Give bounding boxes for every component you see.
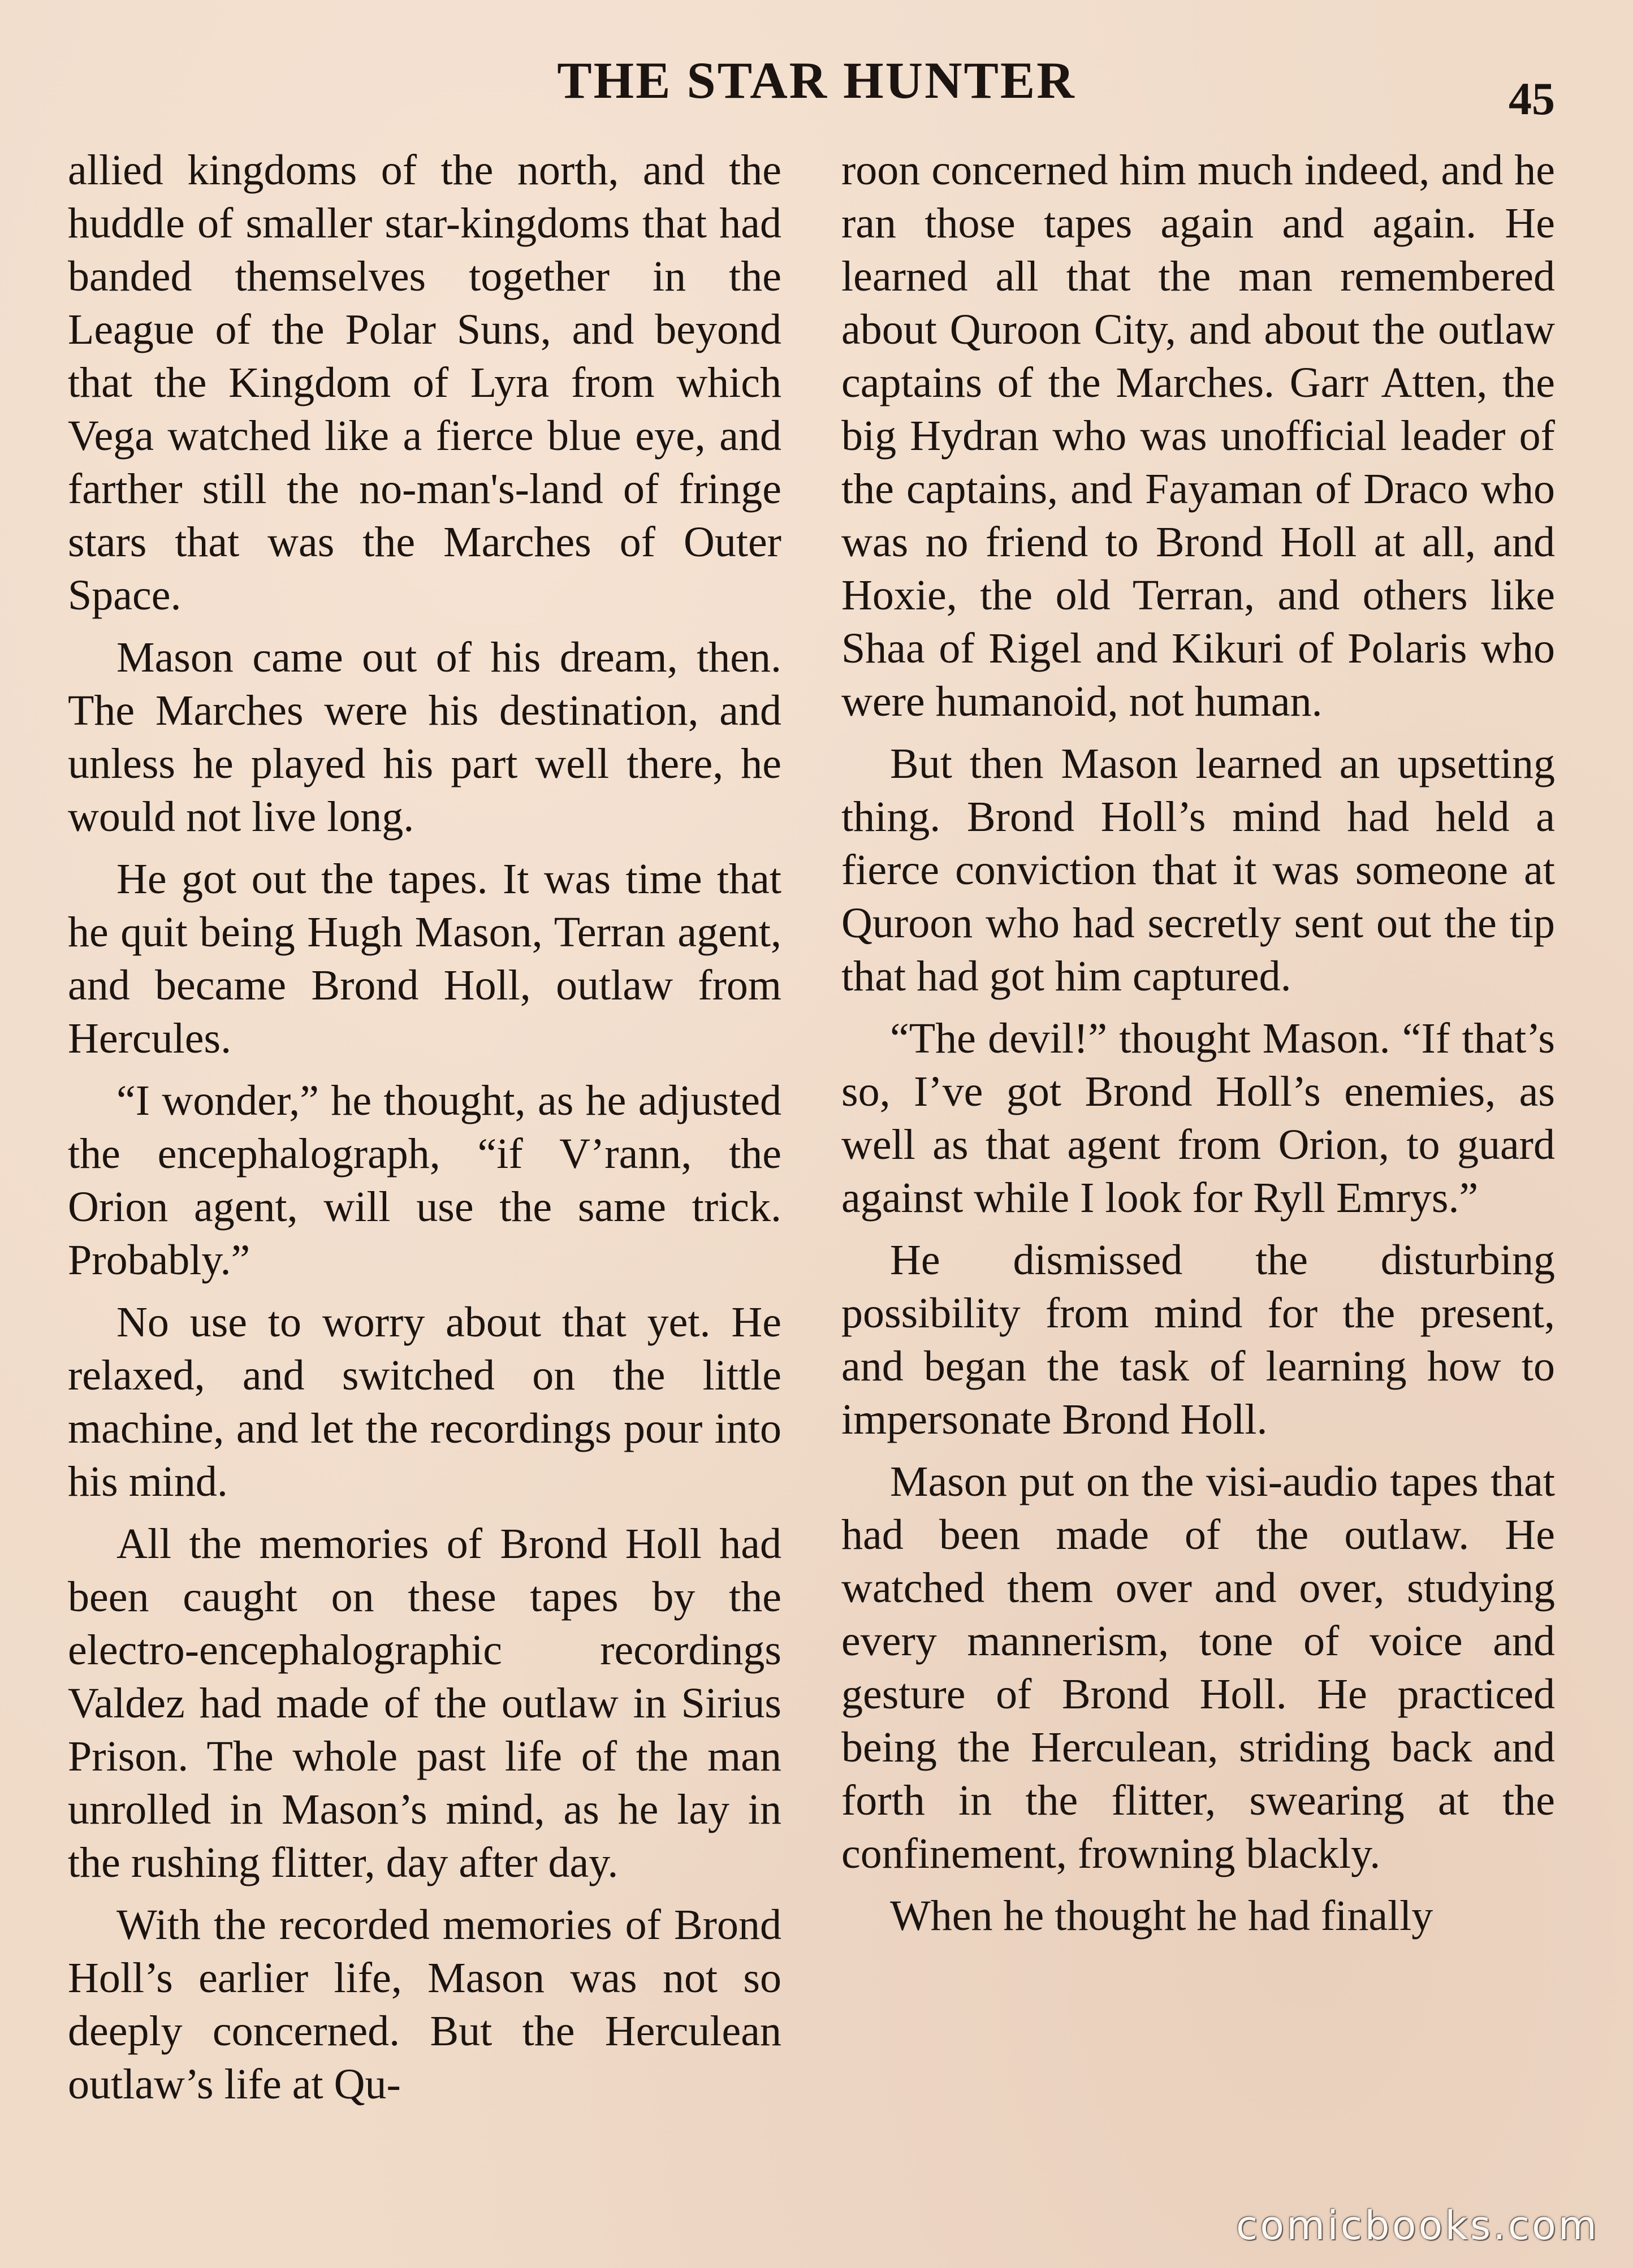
right-column <box>841 144 1555 1951</box>
left-column <box>68 144 781 2120</box>
page-number: 45 <box>1509 73 1555 124</box>
paragraph: Mason came out of his dream, then. The Marches were his destination, and unless he played his part well there, he would not live long. <box>68 634 781 841</box>
paragraph: “The devil!” thought Mason. “If that’s so, I’ve got Brond Holl’s enemies, as well as that agent from Orion, to guard against while I look for Ryll Emrys.” <box>841 1015 1555 1222</box>
paragraph: No use to worry about that yet. He relaxed, and switched on the little machine, and let the recordings pour into his mind. <box>68 1299 781 1505</box>
paragraph: roon concerned him much indeed, and he ran those tapes again and again. He learned all that the man remembered about Quroon City, and about the outlaw captains of the Marches. Garr Atten, the big Hydran who was unofficial leader of the captains, and Fayaman of Draco who was no friend to Brond Holl at all, and Hoxie, the old Terran, and others like Shaa of Rigel and Kikuri of Polaris who were humanoid, not human. <box>841 146 1555 725</box>
running-title: THE STAR HUNTER <box>557 51 1076 109</box>
paragraph: allied kingdoms of the north, and the huddle of smaller star-kingdoms that had banded themselves together in the League of the Polar Suns, and beyond that the Kingdom of Lyra from which Vega watched like a fierce blue eye, and farther still the no-man's-land of fringe stars that was the Marches of Outer Space. <box>68 146 781 619</box>
paragraph: When he thought he had finally <box>890 1892 1433 1940</box>
watermark: comicbooks.com <box>1235 2202 1599 2249</box>
paragraph: He dismissed the disturbing possibility from mind for the present, and began the task of learning how to impersonate Brond Holl. <box>841 1236 1555 1443</box>
paragraph: All the memories of Brond Holl had been caught on these tapes by the electro-encephalographic recordings Valdez had made of the outlaw in Sirius Prison. The whole past life of the man unrolled in Mason’s mind, as he lay in the rushing flitter, day after day. <box>68 1520 781 1886</box>
paragraph: With the recorded memories of Brond Holl’s earlier life, Mason was not so deeply concerned. But the Herculean outlaw’s life at Qu- <box>68 1901 781 2108</box>
paragraph: He got out the tapes. It was time that he quit being Hugh Mason, Terran agent, and became Brond Holl, outlaw from Hercules. <box>68 855 781 1062</box>
paragraph: Mason put on the visi-audio tapes that had been made of the outlaw. He watched them over and over, studying every mannerism, tone of voice and gesture of Brond Holl. He practiced being the Herculean, striding back and forth in the flitter, swearing at the confinement, frowning blackly. <box>841 1458 1555 1877</box>
paragraph: But then Mason learned an upsetting thing. Brond Holl’s mind had held a fierce conviction that it was someone at Quroon who had secretly sent out the tip that had got him captured. <box>841 740 1555 1000</box>
paragraph: “I wonder,” he thought, as he adjusted the encephalograph, “if V’rann, the Orion agent, will use the same trick. Probably.” <box>68 1077 781 1284</box>
